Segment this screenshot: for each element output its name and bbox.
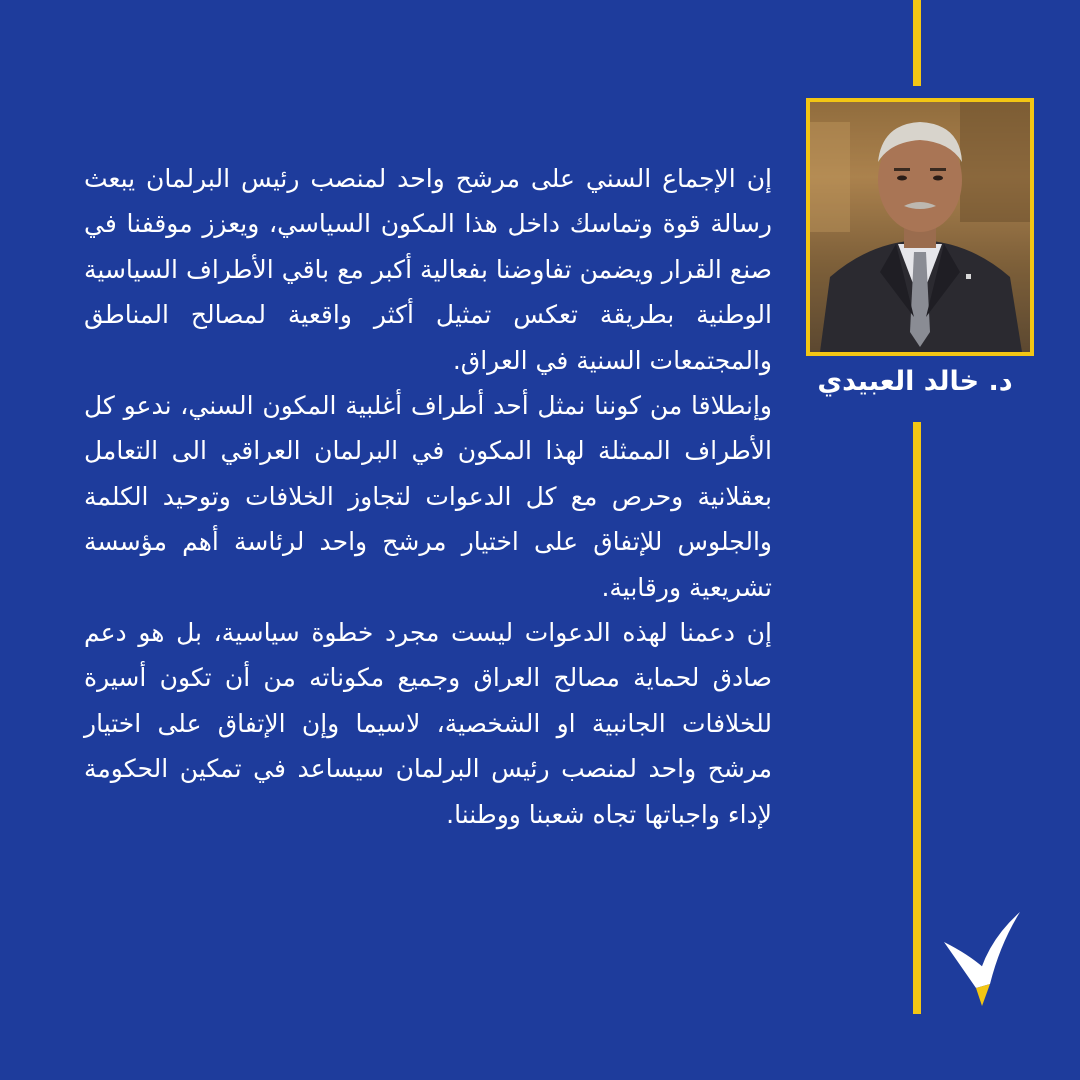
statement-paragraph: إن الإجماع السني على مرشح واحد لمنصب رئيس البرلمان يبعث رسالة قوة وتماسك داخل هذا المكون السياسي، ويعزز موقفنا في صنع القرار ويضمن تفاوضنا بفعالية أكبر مع باقي الأطراف السياسية الوطنية بطريقة تعكس تمثيل أكثر واقعية لمصالح المناطق والمجتمعات السنية في العراق.	[84, 164, 772, 375]
portrait-photo	[806, 98, 1034, 356]
check-bird-logo-icon	[940, 904, 1022, 1008]
statement-paragraph: إن دعمنا لهذه الدعوات ليست مجرد خطوة سياسية، بل هو دعم صادق لحماية مصالح العراق وجميع مكوناته من أن تكون أسيرة للخلافات الجانبية او الشخصية، لاسيما وإن الإتفاق على اختيار مرشح واحد لمنصب رئيس البرلمان سيساعد في تمكين الحكومة لإداء واجباتها تجاه شعبنا ووطننا.	[84, 618, 772, 829]
statement-paragraph: وإنطلاقا من كوننا نمثل أحد أطراف أغلبية المكون السني، ندعو كل الأطراف الممثلة لهذا المكون في البرلمان العراقي الى التعامل بعقلانية وحرص مع كل الدعوات لتجاوز الخلافات وتوحيد الكلمة والجلوس للإتفاق على اختيار مرشح واحد لرئاسة أهم مؤسسة تشريعية ورقابية.	[84, 391, 772, 602]
bottom-accent-line	[913, 422, 921, 1014]
top-accent-line	[913, 0, 921, 86]
statement-text	[84, 156, 772, 837]
portrait-illustration	[810, 102, 1030, 352]
person-name: د. خالد العبيدي	[817, 366, 1013, 397]
